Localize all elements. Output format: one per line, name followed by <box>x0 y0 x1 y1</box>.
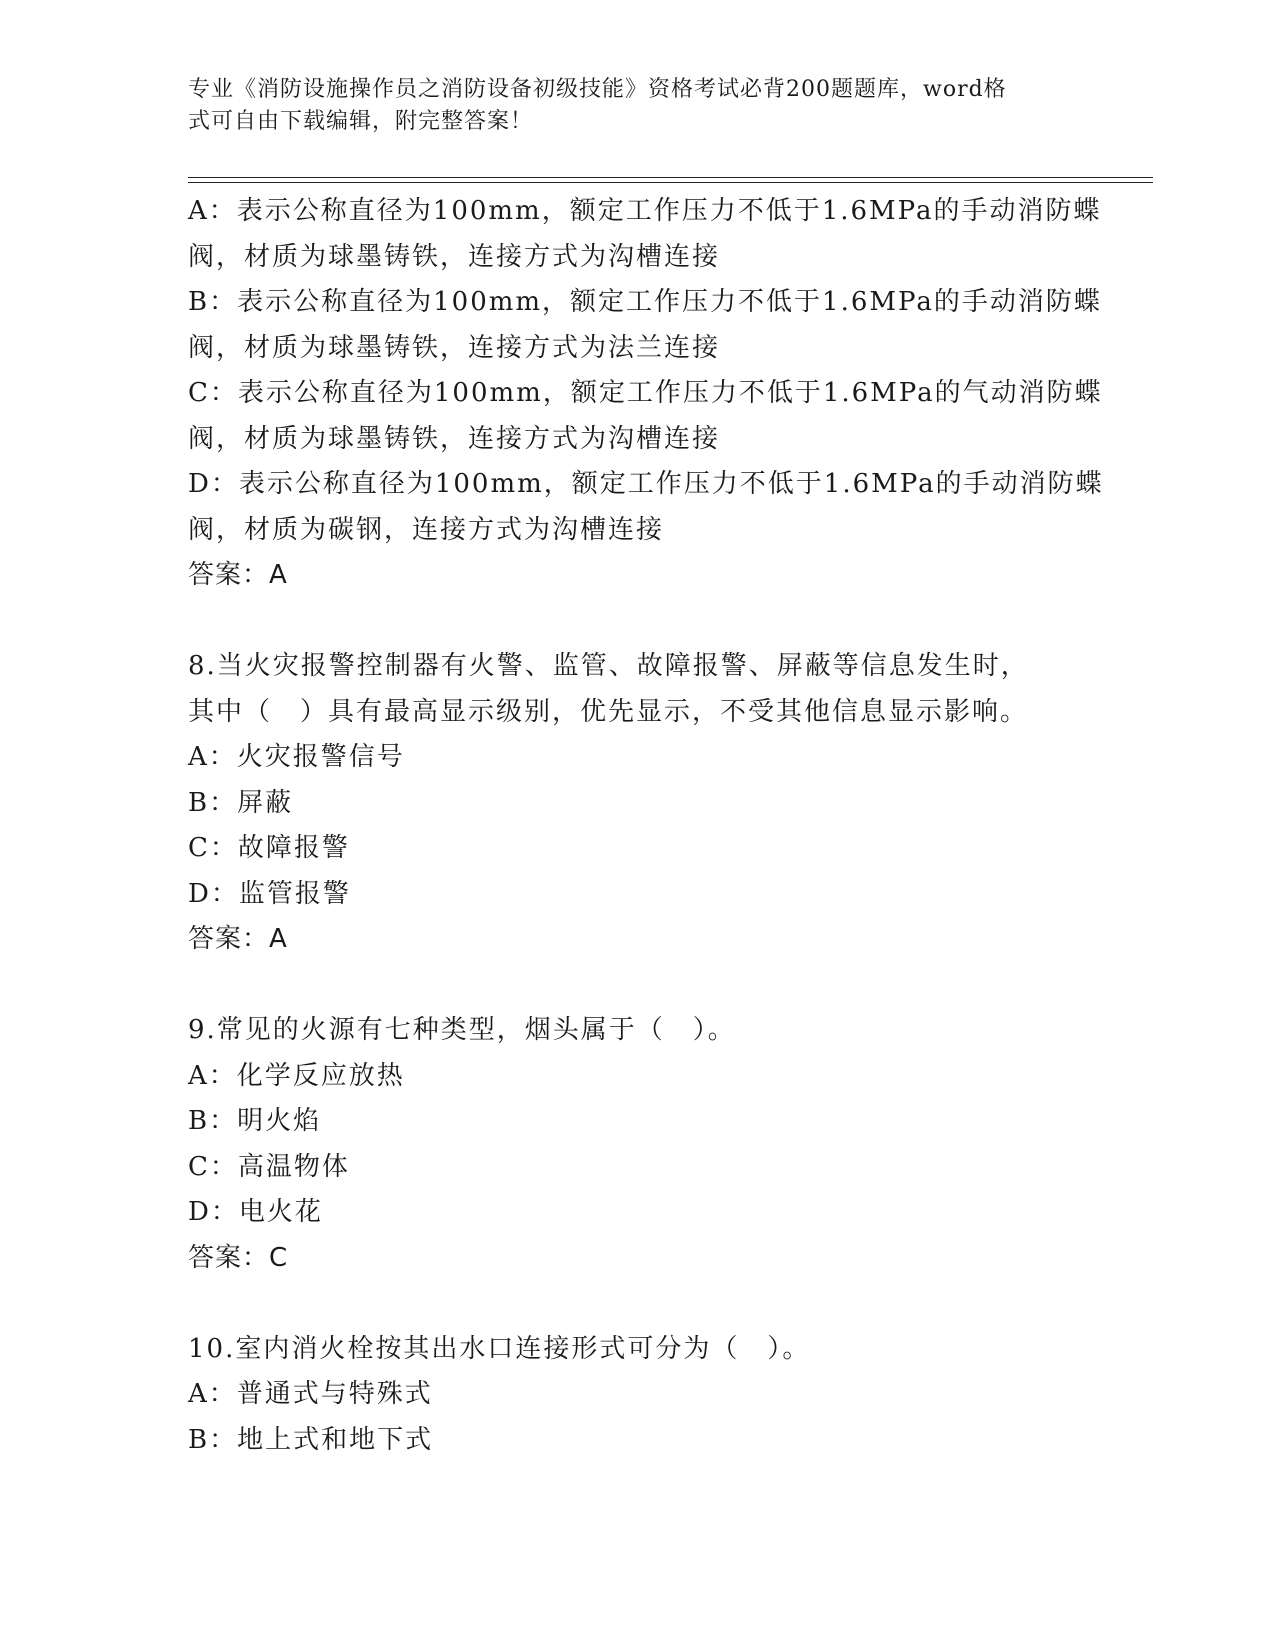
q8-option-a: A：火灾报警信号 <box>188 742 405 772</box>
header-divider-top <box>188 177 1153 178</box>
q9-option-b: B：明火焰 <box>188 1106 322 1136</box>
q10-option-b: B：地上式和地下式 <box>188 1424 434 1455</box>
q10-stem: 10.室内消火栓按其出水口连接形式可分为（ ）。 <box>188 1333 811 1364</box>
q8-option-b: B：屏蔽 <box>188 787 294 818</box>
q8-stem-line-1: 8.当火灾报警控制器有火警、监管、故障报警、屏蔽等信息发生时， <box>188 651 1029 681</box>
q9-option-a: A：化学反应放热 <box>188 1060 405 1091</box>
header-title-line-1: 专业《消防设施操作员之消防设备初级技能》资格考试必背200题题库，word格 <box>188 77 1007 102</box>
q7-option-c-line-1: C：表示公称直径为100mm，额定工作压力不低于1.6MPa的气动消防蝶 <box>188 378 1103 408</box>
q7-option-b-line-2: 阀，材质为球墨铸铁，连接方式为法兰连接 <box>188 332 721 363</box>
q9-answer: 答案：C <box>188 1242 289 1273</box>
q7-option-a-line-1: A：表示公称直径为100mm，额定工作压力不低于1.6MPa的手动消防蝶 <box>188 196 1102 226</box>
q10-option-a: A：普通式与特殊式 <box>188 1379 433 1409</box>
question-7-block <box>188 189 1104 599</box>
q7-answer: 答案：A <box>188 560 288 590</box>
header-divider-bottom <box>188 182 1153 183</box>
question-9-block <box>188 1008 1088 1281</box>
header-title-line-2: 式可自由下载编辑，附完整答案！ <box>188 109 534 134</box>
q7-option-b-line-1: B：表示公称直径为100mm，额定工作压力不低于1.6MPa的手动消防蝶 <box>188 287 1102 317</box>
q8-stem-line-2: 其中（ ）具有最高显示级别，优先显示，不受其他信息显示影响。 <box>188 696 1029 727</box>
spacer <box>188 963 1088 1009</box>
q8-option-c: C：故障报警 <box>188 833 350 863</box>
q9-stem: 9.常见的火源有七种类型，烟头属于（ ）。 <box>188 1015 736 1045</box>
spacer <box>188 599 1088 645</box>
q9-option-d: D：电火花 <box>188 1197 323 1227</box>
question-10-block <box>188 1327 1088 1464</box>
spacer <box>188 1281 1088 1327</box>
q7-option-d-line-2: 阀，材质为碳钢，连接方式为沟槽连接 <box>188 514 665 545</box>
document-header <box>188 74 1068 138</box>
q9-option-c: C：高温物体 <box>188 1151 350 1182</box>
q8-option-d: D：监管报警 <box>188 878 351 909</box>
q7-option-a-line-2: 阀，材质为球墨铸铁，连接方式为沟槽连接 <box>188 241 721 272</box>
q7-option-c-line-2: 阀，材质为球墨铸铁，连接方式为沟槽连接 <box>188 423 721 454</box>
q8-answer: 答案：A <box>188 924 288 954</box>
question-8-block <box>188 644 1088 963</box>
question-list <box>188 189 1104 1463</box>
q7-option-d-line-1: D：表示公称直径为100mm，额定工作压力不低于1.6MPa的手动消防蝶 <box>188 469 1104 499</box>
